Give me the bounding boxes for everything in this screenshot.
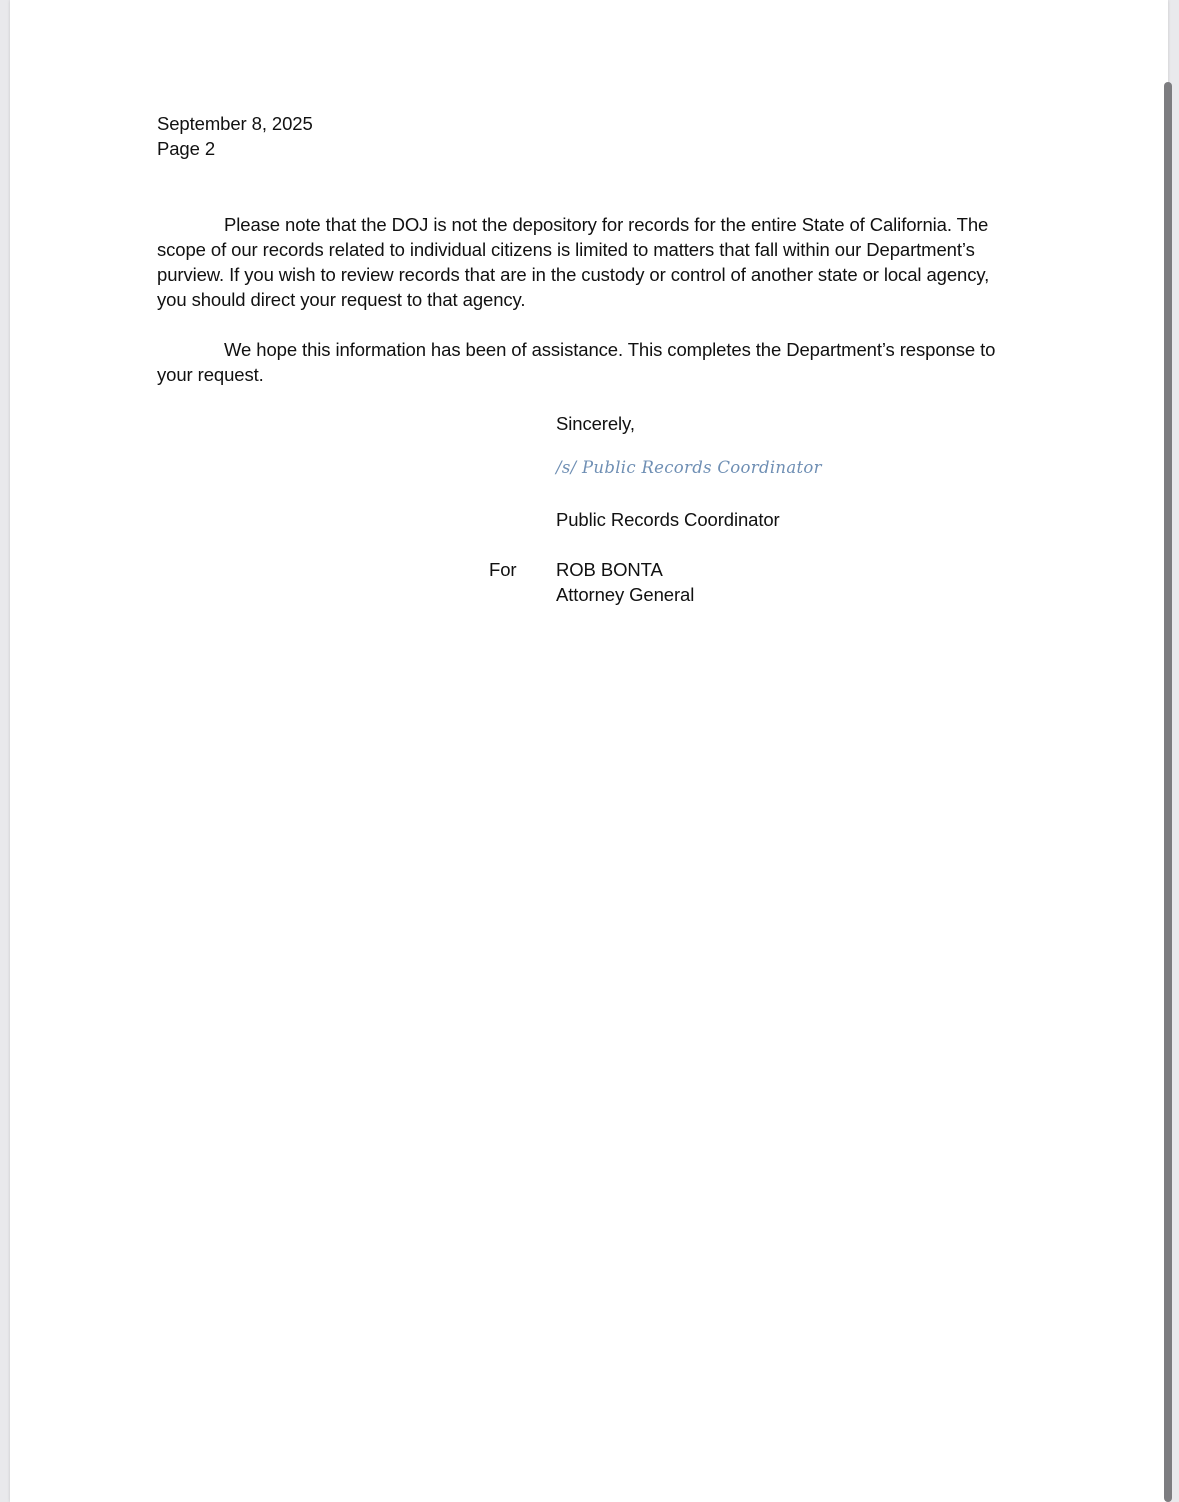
body-paragraph-1-text: Please note that the DOJ is not the depository for records for the entire State of California. The scope of our records related to individual citizens is limited to matters that fall within our Department’s purview. If you wish to review records that are in the custody or control of another state or local agency, you should direct your request to that agency. xyxy=(157,214,990,310)
signature: /s/ Public Records Coordinator xyxy=(556,458,822,477)
body-paragraph-2 xyxy=(157,337,1017,387)
for-label: For xyxy=(489,559,517,580)
official-position: Attorney General xyxy=(556,584,695,605)
scrollbar-thumb[interactable] xyxy=(1164,82,1172,1502)
signer-title: Public Records Coordinator xyxy=(556,509,780,530)
document-page xyxy=(10,0,1168,1502)
letter-date: September 8, 2025 xyxy=(157,113,313,134)
body-paragraph-2-text: We hope this information has been of assistance. This completes the Department’s response to your request. xyxy=(157,339,996,385)
official-name: ROB BONTA xyxy=(556,559,663,580)
closing-salutation: Sincerely, xyxy=(556,413,635,434)
body-paragraph-1 xyxy=(157,212,1017,312)
page-number: Page 2 xyxy=(157,138,216,159)
